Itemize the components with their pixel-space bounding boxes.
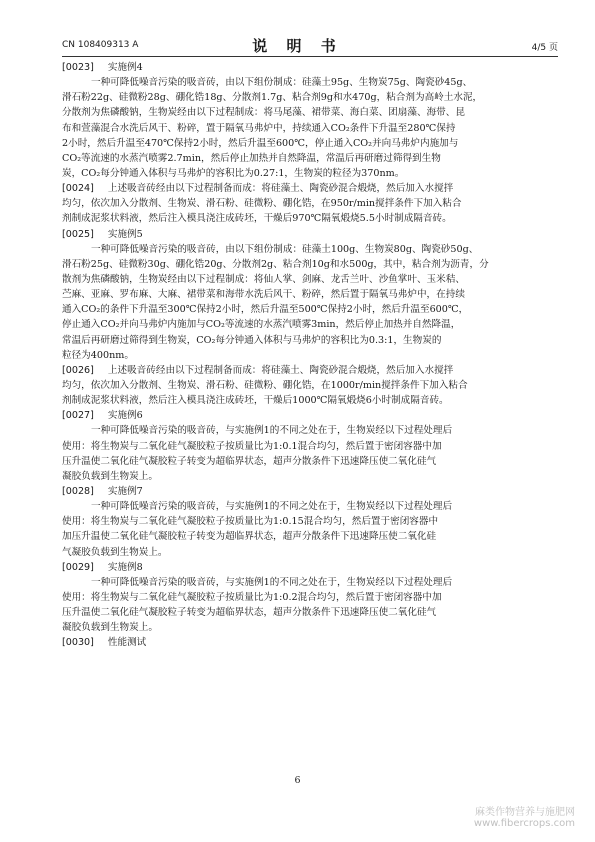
text-line: [62, 469, 558, 484]
text-line: [62, 408, 558, 423]
line-text: 剂制成泥浆状料液，然后注入模具浇注成砖坯，干燥后1000℃隔氧煅烧6小时制成隔音砖。: [62, 395, 449, 407]
line-text: 加压升温使二氧化硅气凝胶粒子转变为超临界状态，超声分散条件下迅速降压使二氧化硅: [62, 531, 437, 543]
line-text: 凝胶负载到生物炭上。: [62, 470, 158, 482]
line-text: 压升温使二氧化硅气凝胶粒子转变为超临界状态，超声分散条件下迅速降压使二氧化硅气: [62, 455, 437, 467]
line-text: 一种可降低噪音污染的吸音砖，与实施例1的不同之处在于，生物炭经以下过程处理后: [91, 576, 453, 588]
line-text: 一种可降低噪音污染的吸音砖，与实施例1的不同之处在于，生物炭经以下过程处理后: [91, 501, 453, 513]
line-text: 通入CO₂的条件下升温至300℃保持2小时，然后升温至500℃保持2小时，然后升温至600℃，: [62, 304, 469, 316]
line-text: 炭，CO₂每分钟通入体积与马弗炉的容积比为0.27:1，生物炭的粒径为370nm。: [62, 167, 405, 179]
text-line: [62, 121, 558, 136]
line-text: 凝胶负载到生物炭上。: [62, 622, 158, 634]
paragraph-number: [0030]: [62, 637, 94, 649]
text-line: [62, 575, 558, 590]
text-line: [62, 514, 558, 529]
page-number: 6: [294, 775, 301, 786]
line-text: 散剂为焦磷酸钠，生物炭经由以下过程制成：将仙人掌、剑麻、龙舌兰叶、沙鱼掌叶、玉米秸、: [62, 273, 465, 285]
text-line: [62, 302, 558, 317]
text-line: [62, 151, 558, 166]
line-text: 使用：将生物炭与二氧化硅气凝胶粒子按质量比为1:0.1混合均匀，然后置于密闭容器中加: [62, 440, 442, 452]
text-line: [62, 227, 558, 242]
text-line: [62, 560, 558, 575]
text-line: [62, 272, 558, 287]
text-line: [62, 196, 558, 211]
text-line: [62, 242, 558, 257]
text-line: [62, 635, 558, 650]
paragraph-number: [0024]: [62, 183, 94, 195]
text-line: [62, 499, 558, 514]
document-title: 说 明 书: [252, 37, 343, 55]
line-text: 实施例4: [107, 62, 143, 73]
paragraph-number: [0026]: [62, 364, 94, 376]
line-text: 布和萱藻混合水洗后风干、粉碎，置于隔氧马弗炉中，持续通入CO₂条件下升温至280℃保持: [62, 122, 456, 134]
text-line: [62, 181, 558, 196]
line-text: 剂制成泥浆状料液，然后注入模具浇注成砖坯，干燥后970℃隔氧煅烧5.5小时制成隔音砖。: [62, 213, 452, 225]
line-text: 一种可降低噪音污染的吸音砖，与实施例1的不同之处在于，生物炭经以下过程处理后: [91, 425, 453, 437]
line-text: 常温后再研磨过筛得到生物炭，CO₂每分钟通入体积与马弗炉的容积比为0.3:1，生物炭的: [62, 334, 442, 346]
text-line: [62, 393, 558, 408]
line-text: 上述吸音砖经由以下过程制备而成：将硅藻土、陶瓷砂混合煅烧，然后加入水搅拌: [107, 364, 454, 376]
text-line: [62, 211, 558, 226]
watermark-url: www.fibercrops.com: [473, 818, 575, 829]
line-text: 粒径为400nm。: [62, 349, 134, 361]
line-text: 使用：将生物炭与二氧化硅气凝胶粒子按质量比为1:0.15混合均匀，然后置于密闭容器中: [62, 516, 439, 528]
line-text: 滑石粉22g、硅微粉28g、硼化锆18g、分散剂1.7g、粘合剂9g和水470g，粘合剂为高岭土水泥，: [62, 92, 483, 104]
text-line: [62, 529, 558, 544]
text-line: [62, 136, 558, 151]
paragraph-number: [0023]: [62, 62, 94, 73]
text-line: [62, 423, 558, 438]
text-line: [62, 287, 558, 302]
text-line: [62, 545, 558, 560]
text-line: [62, 166, 558, 181]
text-line: [62, 60, 558, 75]
line-text: 实施例6: [107, 410, 143, 422]
header-divider: [62, 56, 558, 57]
text-line: [62, 454, 558, 469]
line-text: 一种可降低噪音污染的吸音砖，由以下组份制成：硅藻土95g、生物炭75g、陶瓷砂45g、: [91, 77, 473, 89]
line-text: 性能测试: [107, 637, 147, 649]
text-line: [62, 90, 558, 105]
text-line: [62, 105, 558, 120]
document-body: [62, 60, 558, 650]
text-line: [62, 363, 558, 378]
line-text: 实施例7: [107, 485, 143, 497]
line-text: 压升温使二氧化硅气凝胶粒子转变为超临界状态，超声分散条件下迅速降压使二氧化硅气: [62, 607, 437, 619]
text-line: [62, 317, 558, 332]
text-line: [62, 605, 558, 620]
text-line: [62, 590, 558, 605]
text-line: [62, 620, 558, 635]
line-text: 苎麻、亚麻、罗布麻、大麻、裙带菜和海带水洗后风干、粉碎，然后置于隔氧马弗炉中，在持续: [62, 289, 465, 301]
line-text: 2小时，然后升温至470℃保持2小时，然后升温至600℃，停止通入CO₂并向马弗炉内施加与: [62, 137, 459, 149]
line-text: 停止通入CO₂并向马弗炉内施加与CO₂等流速的水蒸汽喷雾3min，然后停止加热并自然降温，: [62, 319, 461, 331]
patent-number: CN 108409313 A: [62, 40, 139, 50]
text-line: [62, 257, 558, 272]
line-text: 分散剂为焦磷酸钠，生物炭经由以下过程制成：将马尾藻、裙带菜、海白菜、团扇藻、海带、昆: [62, 107, 465, 119]
line-text: 滑石粉25g、硅微粉30g、硼化锆20g、分散剂2g、粘合剂10g和水500g，其中，粘合剂为沥青，分: [62, 258, 489, 270]
paragraph-number: [0027]: [62, 410, 94, 422]
line-text: 一种可降低噪音污染的吸音砖，由以下组份制成：硅藻土100g、生物炭80g、陶瓷砂50g、: [91, 243, 479, 255]
line-text: 均匀，依次加入分散剂、生物炭、滑石粉、硅微粉、硼化锆，在950r/min搅拌条件下加入粘合: [62, 198, 462, 210]
paragraph-number: [0029]: [62, 561, 94, 573]
text-line: [62, 439, 558, 454]
line-text: CO₂等流速的水蒸汽喷雾2.7min，然后停止加热并自然降温，常温后再研磨过筛得到生物: [62, 152, 441, 164]
text-line: [62, 333, 558, 348]
text-line: [62, 75, 558, 90]
line-text: 均匀，依次加入分散剂、生物炭、滑石粉、硅微粉、硼化锆，在1000r/min搅拌条件下加入粘合: [62, 379, 468, 391]
paragraph-number: [0025]: [62, 228, 94, 240]
text-line: [62, 348, 558, 363]
page-indicator: 4/5 页: [531, 43, 558, 53]
line-text: 实施例8: [107, 561, 143, 573]
paragraph-number: [0028]: [62, 485, 94, 497]
watermark-site-name: 麻类作物营养与施肥网: [475, 807, 575, 818]
text-line: [62, 484, 558, 499]
text-line: [62, 378, 558, 393]
line-text: 使用：将生物炭与二氧化硅气凝胶粒子按质量比为1:0.2混合均匀，然后置于密闭容器中加: [62, 591, 442, 603]
line-text: 上述吸音砖经由以下过程制备而成：将硅藻土、陶瓷砂混合煅烧，然后加入水搅拌: [107, 183, 454, 195]
line-text: 实施例5: [107, 228, 143, 240]
line-text: 气凝胶负载到生物炭上。: [62, 546, 168, 558]
